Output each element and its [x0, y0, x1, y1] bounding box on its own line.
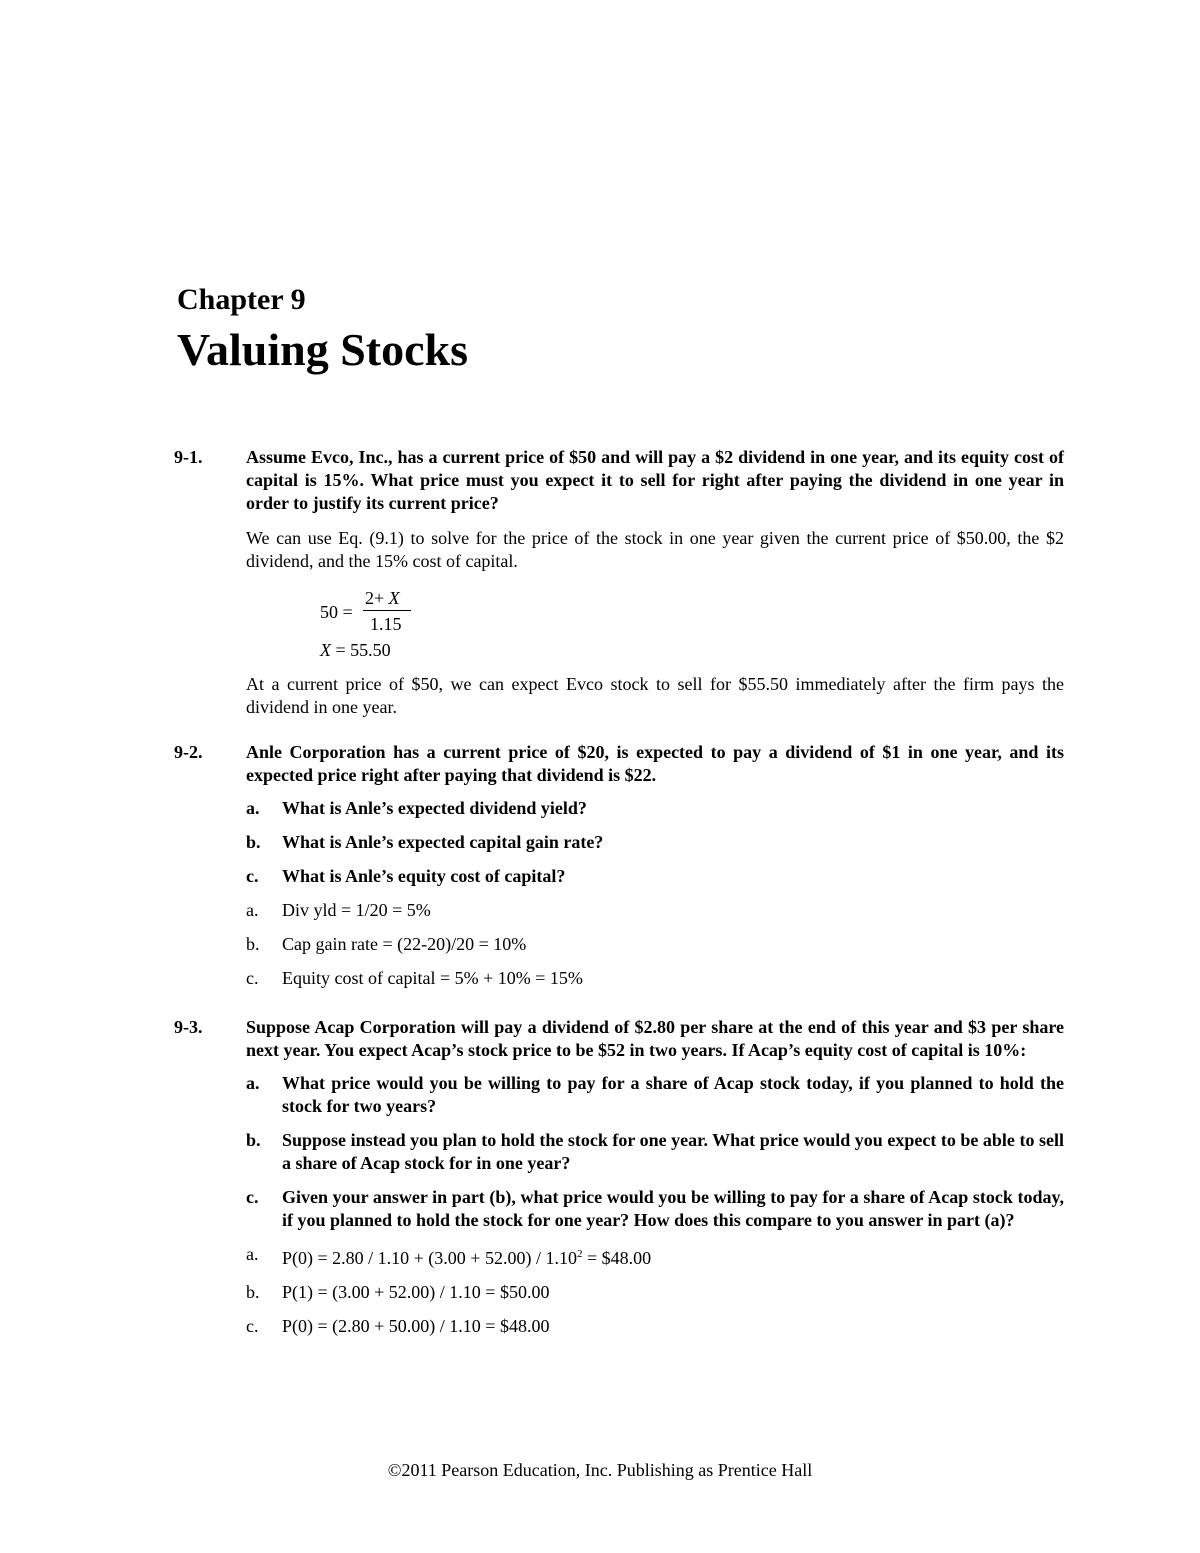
question-part-b: b. What is Anle’s expected capital gain rate? [246, 832, 604, 852]
problem-9-1 [174, 446, 1064, 719]
problem-number: 9-3. [174, 1017, 203, 1037]
solution-part-b: b. P(1) = (3.00 + 52.00) / 1.10 = $50.00 [246, 1282, 550, 1302]
question-part-a: a. What is Anle’s expected dividend yield? [246, 798, 587, 818]
equation-result: X = 55.50 [320, 640, 391, 660]
page-footer: ©2011 Pearson Education, Inc. Publishing as Prentice Hall [387, 1460, 813, 1480]
problem-number: 9-1. [174, 447, 203, 467]
problem-number: 9-2. [174, 742, 203, 762]
question-part-a: a. What price would you be willing to pay for a share of Acap stock today, if you planned to hold the stock for two years? [246, 1073, 1064, 1116]
problem-9-3 [174, 1016, 1064, 1349]
chapter-title: Valuing Stocks [177, 324, 469, 375]
problem-question: Suppose Acap Corporation will pay a dividend of $2.80 per share at the end of this year and $3 per share next year. You expect Acap’s stock price to be $52 in two years. If Acap’s equity cost of capital is 10%: [246, 1017, 1064, 1060]
fraction-bar [363, 610, 411, 611]
answer-intro: We can use Eq. (9.1) to solve for the price of the stock in one year given the current price of $50.00, the $2 dividend, and the 15% cost of capital. [246, 528, 1064, 571]
question-part-c: c. What is Anle’s equity cost of capital? [246, 866, 566, 886]
equation-denominator: 1.15 [370, 614, 402, 634]
equation-lhs: 50 = [320, 602, 353, 622]
question-part-c: c. Given your answer in part (b), what price would you be willing to pay for a share of Acap stock today, if you planned to hold the stock for one year? How does this compare to you answer in part (a)? [246, 1187, 1064, 1230]
solution-part-c: c. P(0) = (2.80 + 50.00) / 1.10 = $48.00 [246, 1316, 550, 1336]
equation [318, 587, 1064, 663]
chapter-label: Chapter 9 [177, 283, 306, 316]
problem-question: Assume Evco, Inc., has a current price of $50 and will pay a $2 dividend in one year, and its equity cost of capital is 15%. What price must you expect it to sell for right after paying the dividend in one year in order to justify its current price? [246, 447, 1064, 513]
equation-numerator: 2+ X [365, 588, 400, 608]
problem-9-2 [174, 741, 1064, 1001]
answer-conclusion: At a current price of $50, we can expect Evco stock to sell for $55.50 immediately after the firm pays the dividend in one year. [246, 674, 1064, 717]
solution-part-a: a. Div yld = 1/20 = 5% [246, 900, 431, 920]
solution-part-a: a. $P(0) = 2.80 / 1.10 + (3.00 + 52.00) / 1.10^2$ = $48.00 [246, 1244, 652, 1268]
question-part-b: b. Suppose instead you plan to hold the stock for one year. What price would you expect to be able to sell a share of Acap stock for in one year? [246, 1130, 1064, 1173]
solution-part-b: b. Cap gain rate = (22-20)/20 = 10% [246, 934, 527, 954]
problem-question: Anle Corporation has a current price of $20, is expected to pay a dividend of $1 in one year, and its expected price right after paying that dividend is $22. [246, 742, 1064, 785]
solution-part-c: c. Equity cost of capital = 5% + 10% = 15% [246, 968, 583, 988]
